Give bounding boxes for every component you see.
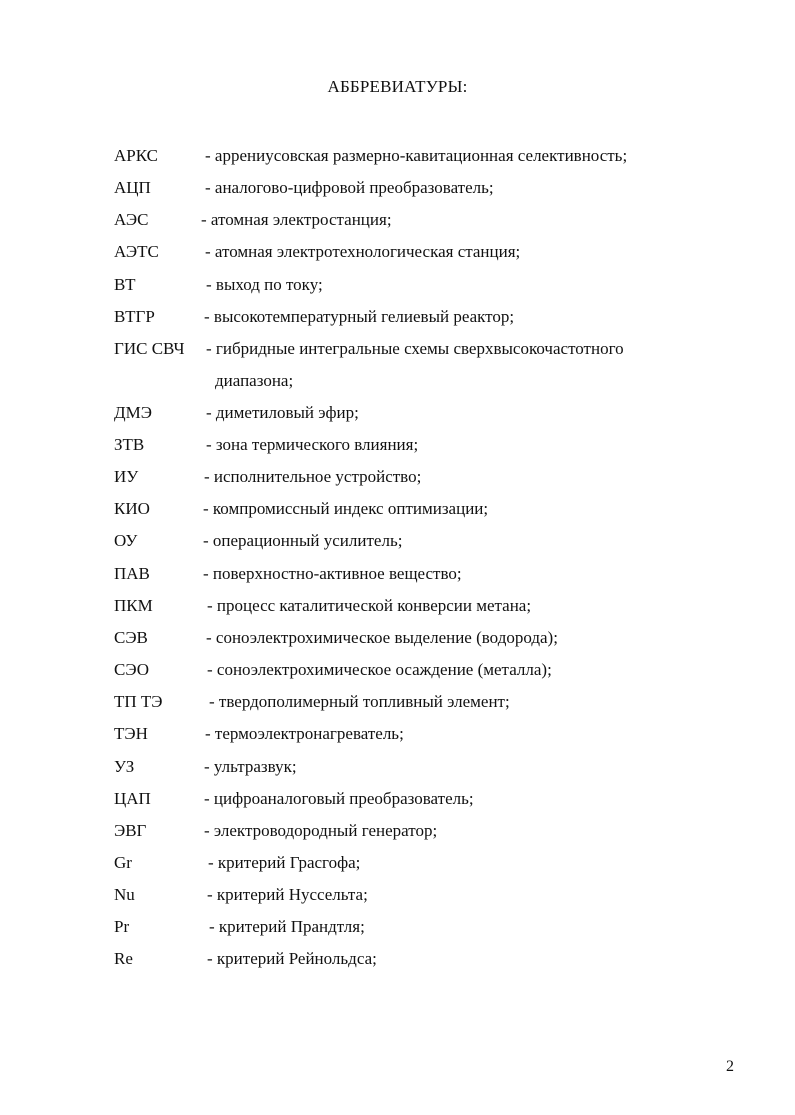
abbreviation-definition: - критерий Грасгофа; bbox=[208, 853, 361, 872]
abbreviation-term: АРКС bbox=[114, 146, 158, 165]
abbreviation-term: ЭВГ bbox=[114, 821, 147, 840]
abbreviation-definition: - гибридные интегральные схемы сверхвысокочастотного bbox=[206, 339, 624, 358]
abbreviation-definition: - диметиловый эфир; bbox=[206, 403, 359, 422]
abbreviation-term: ДМЭ bbox=[114, 403, 152, 422]
abbreviation-definition: - зона термического влияния; bbox=[206, 435, 419, 454]
abbreviation-definition: - цифроаналоговый преобразователь; bbox=[204, 789, 474, 808]
abbreviation-definition: - термоэлектронагреватель; bbox=[205, 724, 404, 743]
abbreviation-term: ПАВ bbox=[114, 564, 150, 583]
abbreviation-definition: - критерий Рейнольдса; bbox=[207, 949, 377, 968]
abbreviation-term: ГИС СВЧ bbox=[114, 339, 185, 358]
abbreviation-definition: - критерий Нуссельта; bbox=[207, 885, 368, 904]
abbreviation-definition: - соноэлектрохимическое осаждение (металла); bbox=[207, 660, 552, 679]
abbreviation-definition: - аналогово-цифровой преобразователь; bbox=[205, 178, 494, 197]
abbreviation-term: ЦАП bbox=[114, 789, 151, 808]
abbreviation-term: ВТГР bbox=[114, 307, 155, 326]
abbreviation-definition: - аррениусовская размерно-кавитационная селективность; bbox=[205, 146, 628, 165]
abbreviation-definition: - исполнительное устройство; bbox=[204, 467, 422, 486]
abbreviation-definition: - атомная электростанция; bbox=[201, 210, 392, 229]
abbreviation-definition: - высокотемпературный гелиевый реактор; bbox=[204, 307, 515, 326]
abbreviation-term: Pr bbox=[114, 917, 130, 936]
abbreviation-definition: - поверхностно-активное вещество; bbox=[203, 564, 462, 583]
abbreviation-definition: - выход по току; bbox=[206, 275, 323, 294]
abbreviation-definition-continuation: диапазона; bbox=[215, 371, 294, 390]
abbreviation-term: СЭВ bbox=[114, 628, 148, 647]
abbreviation-definition: - критерий Прандтля; bbox=[209, 917, 365, 936]
abbreviation-term: АЦП bbox=[114, 178, 151, 197]
abbreviation-term: Nu bbox=[114, 885, 135, 904]
abbreviation-term: ПКМ bbox=[114, 596, 153, 615]
abbreviation-term: ЗТВ bbox=[114, 435, 145, 454]
abbreviation-term: КИО bbox=[114, 499, 150, 518]
abbreviation-term: ТЭН bbox=[114, 724, 148, 743]
abbreviation-term: СЭО bbox=[114, 660, 150, 679]
page-title: АББРЕВИАТУРЫ: bbox=[327, 77, 468, 96]
abbreviation-definition: - атомная электротехнологическая станция; bbox=[205, 242, 521, 261]
abbreviation-term: УЗ bbox=[114, 757, 135, 776]
abbreviation-term: ОУ bbox=[114, 531, 138, 550]
abbreviation-term: Gr bbox=[114, 853, 132, 872]
abbreviation-definition: - процесс каталитической конверсии метана; bbox=[207, 596, 532, 615]
abbreviation-term: АЭТС bbox=[114, 242, 159, 261]
abbreviation-definition: - операционный усилитель; bbox=[203, 531, 403, 550]
abbreviation-definition: - компромиссный индекс оптимизации; bbox=[203, 499, 489, 518]
abbreviation-definition: - твердополимерный топливный элемент; bbox=[209, 692, 510, 711]
page-number: 2 bbox=[726, 1058, 734, 1075]
abbreviation-term: ВТ bbox=[114, 275, 136, 294]
abbreviation-definition: - соноэлектрохимическое выделение (водорода); bbox=[206, 628, 558, 647]
abbreviation-term: ИУ bbox=[114, 467, 139, 486]
abbreviation-definition: - ультразвук; bbox=[204, 757, 297, 776]
abbreviation-term: Re bbox=[114, 949, 133, 968]
abbreviation-term: АЭС bbox=[114, 210, 149, 229]
abbreviation-definition: - электроводородный генератор; bbox=[204, 821, 438, 840]
abbreviation-term: ТП ТЭ bbox=[114, 692, 163, 711]
